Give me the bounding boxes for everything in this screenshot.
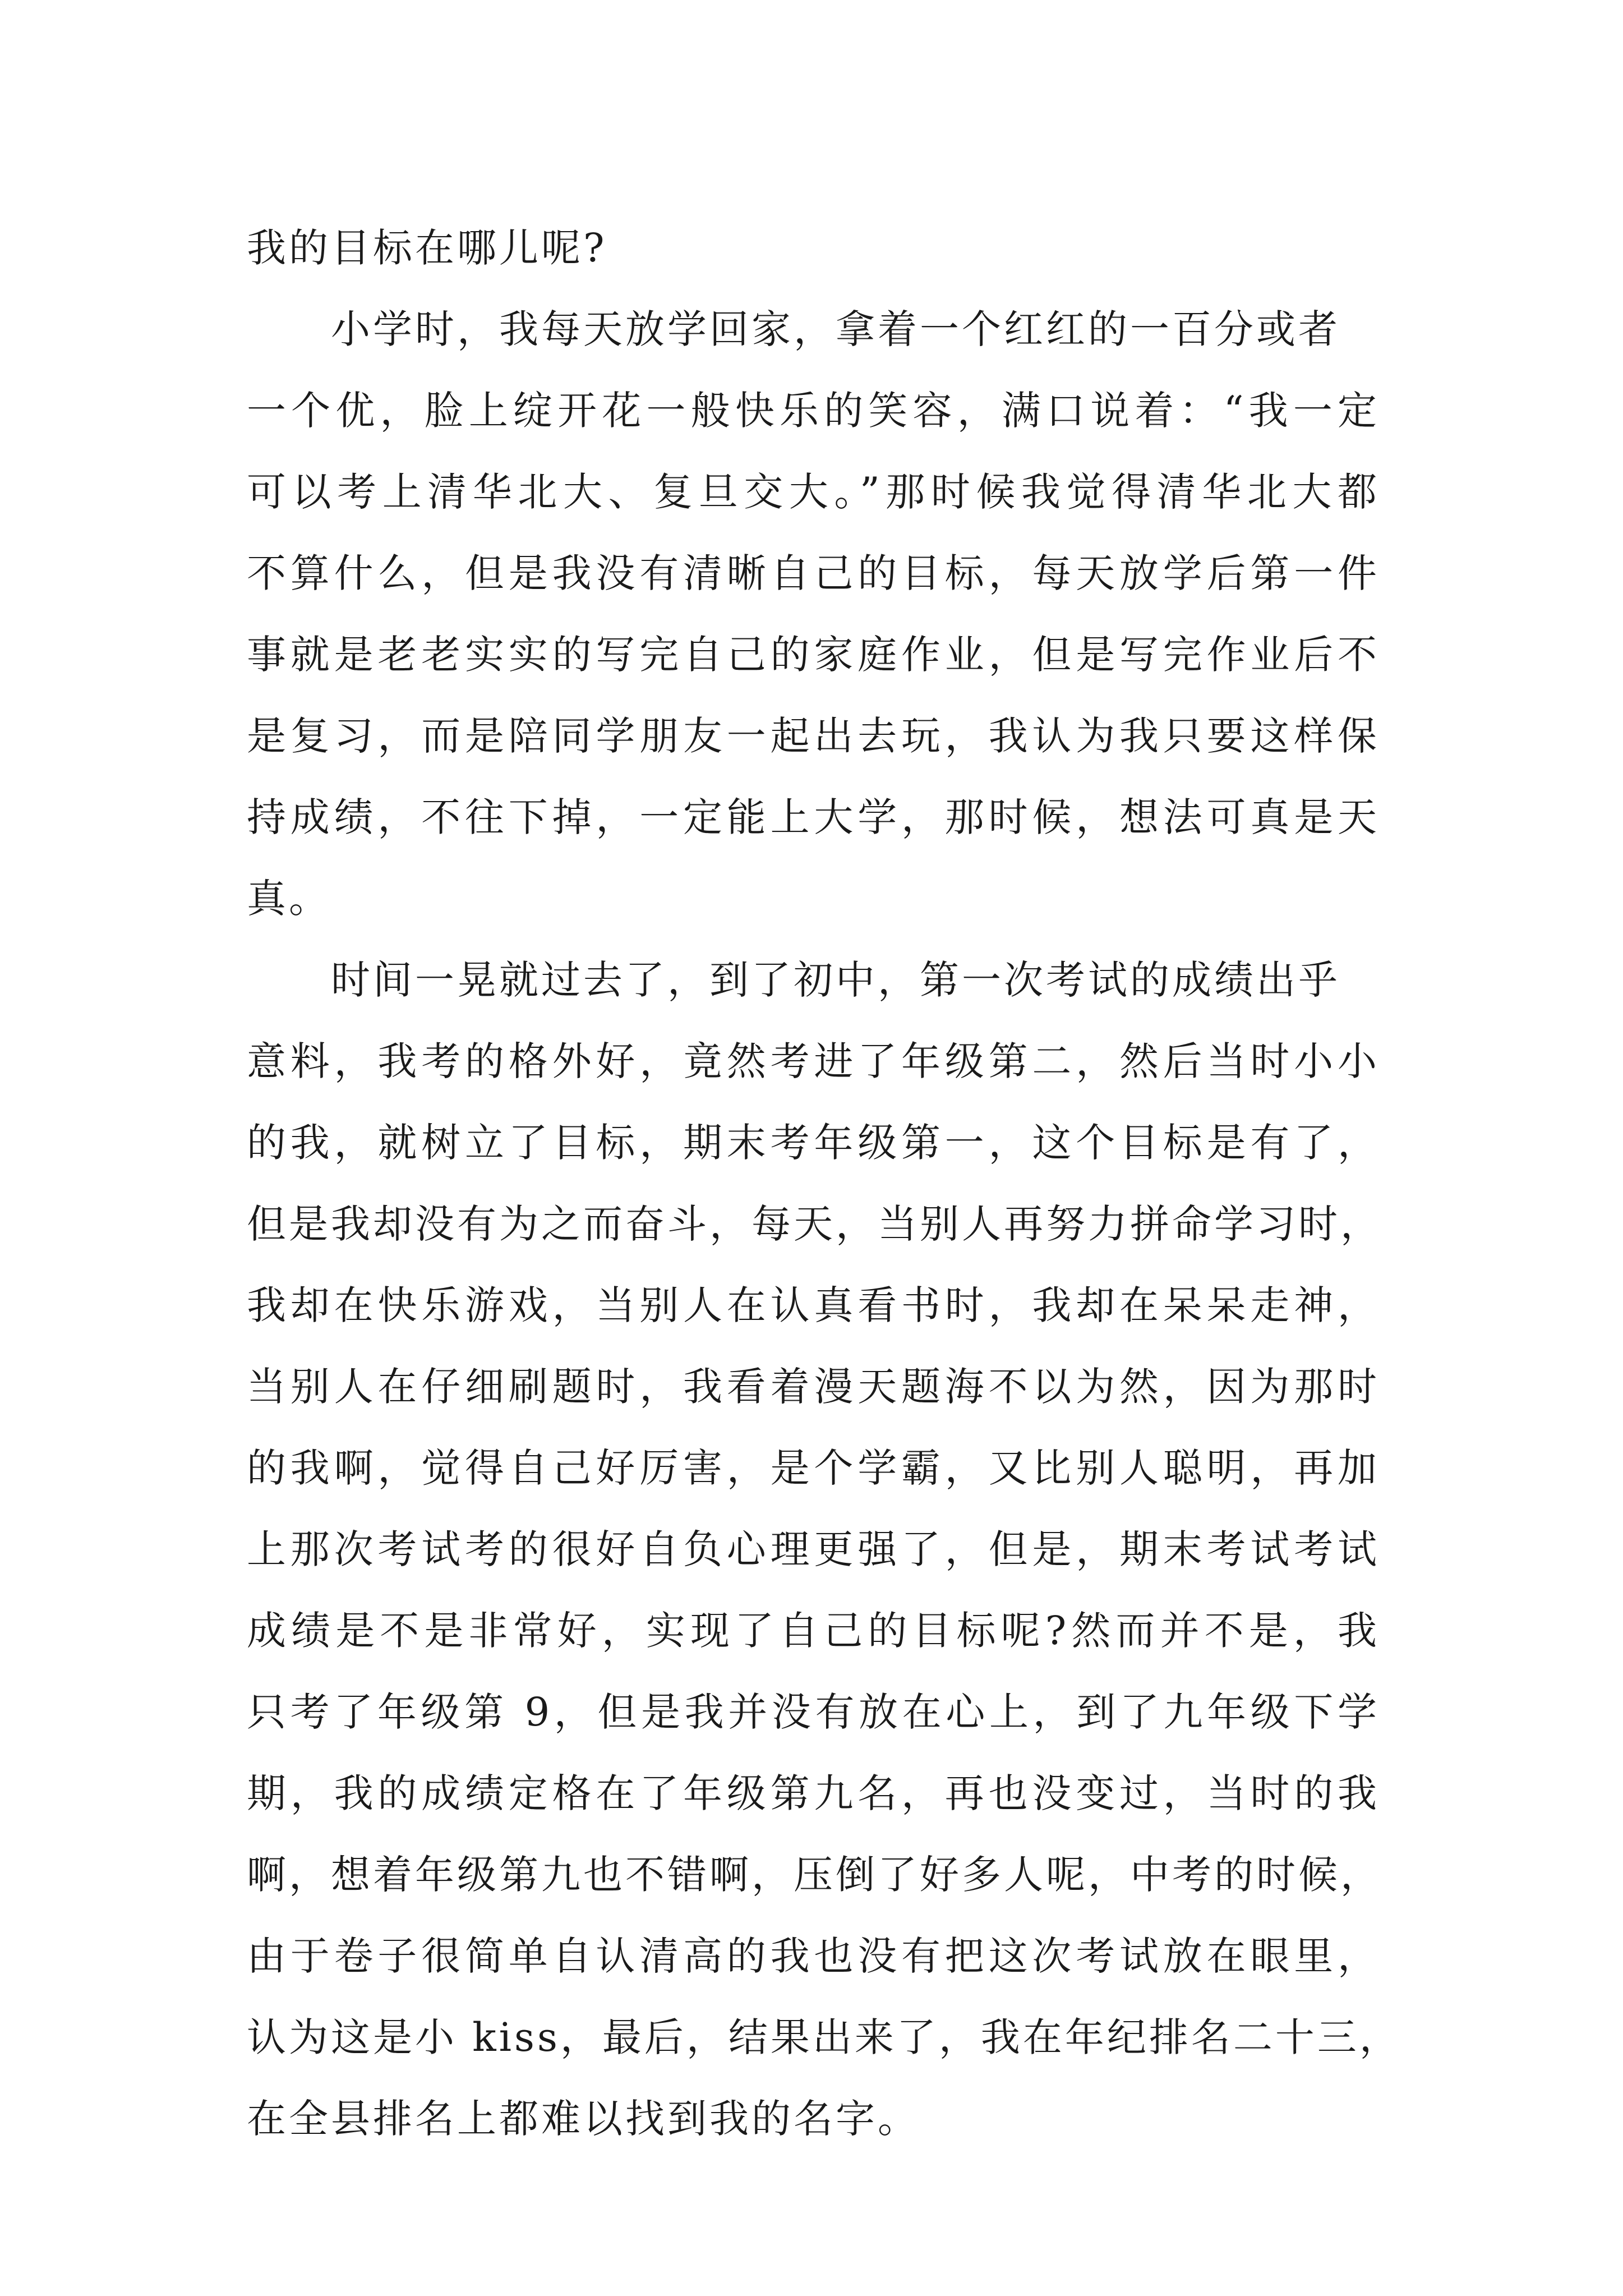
paragraph-line: 期，我的成绩定格在了年级第九名，再也没变过，当时的我	[247, 1770, 1380, 1816]
paragraph-line: 的我啊，觉得自己好厉害，是个学霸，又比别人聪明，再加	[247, 1445, 1380, 1491]
paragraph-line: 当别人在仔细刷题时，我看着漫天题海不以为然，因为那时	[247, 1364, 1380, 1410]
paragraph-line: 上那次考试考的很好自负心理更强了，但是，期末考试考试	[247, 1526, 1380, 1572]
paragraph-line: 啊，想着年级第九也不错啊，压倒了好多人呢，中考的时候，	[247, 1852, 1382, 1898]
paragraph-line: 事就是老老实实的写完自己的家庭作业，但是写完作业后不	[247, 632, 1380, 678]
paragraph-line: 的我，就树立了目标，期末考年级第一，这个目标是有了，	[247, 1120, 1380, 1166]
paragraph-line: 可以考上清华北大、复旦交大。”那时候我觉得清华北大都	[247, 469, 1380, 515]
paragraph-line: 由于卷子很简单自认清高的我也没有把这次考试放在眼里，	[247, 1933, 1380, 1979]
paragraph-line: 成绩是不是非常好，实现了自己的目标呢?然而并不是，我	[247, 1608, 1380, 1654]
paragraph-line: 只考了年级第 9，但是我并没有放在心上，到了九年级下学	[247, 1689, 1380, 1735]
paragraph-line: 但是我却没有为之而奋斗，每天，当别人再努力拼命学习时，	[247, 1201, 1382, 1247]
paragraph-line: 我的目标在哪儿呢?	[247, 225, 607, 271]
paragraph-line: 一个优，脸上绽开花一般快乐的笑容，满口说着：“我一定	[247, 388, 1380, 434]
paragraph-line: 真。	[247, 876, 331, 922]
essay-body	[247, 208, 1401, 2160]
paragraph-line: 是复习，而是陪同学朋友一起出去玩，我认为我只要这样保	[247, 713, 1380, 759]
paragraph-line: 持成绩，不往下掉，一定能上大学，那时候，想法可真是天	[247, 794, 1380, 840]
paragraph-line: 不算什么，但是我没有清晰自己的目标，每天放学后第一件	[247, 550, 1380, 596]
paragraph-line: 在全县排名上都难以找到我的名字。	[247, 2096, 920, 2142]
paragraph-line: 认为这是小 kiss，最后，结果出来了，我在年纪排名二十三，	[247, 2014, 1401, 2060]
paragraph-line: 时间一晃就过去了，到了初中，第一次考试的成绩出乎	[331, 957, 1340, 1003]
paragraph-line: 我却在快乐游戏，当别人在认真看书时，我却在呆呆走神，	[247, 1282, 1380, 1328]
paragraph-line: 意料，我考的格外好，竟然考进了年级第二，然后当时小小	[247, 1038, 1380, 1084]
paragraph-line: 小学时，我每天放学回家，拿着一个红红的一百分或者	[331, 306, 1340, 352]
